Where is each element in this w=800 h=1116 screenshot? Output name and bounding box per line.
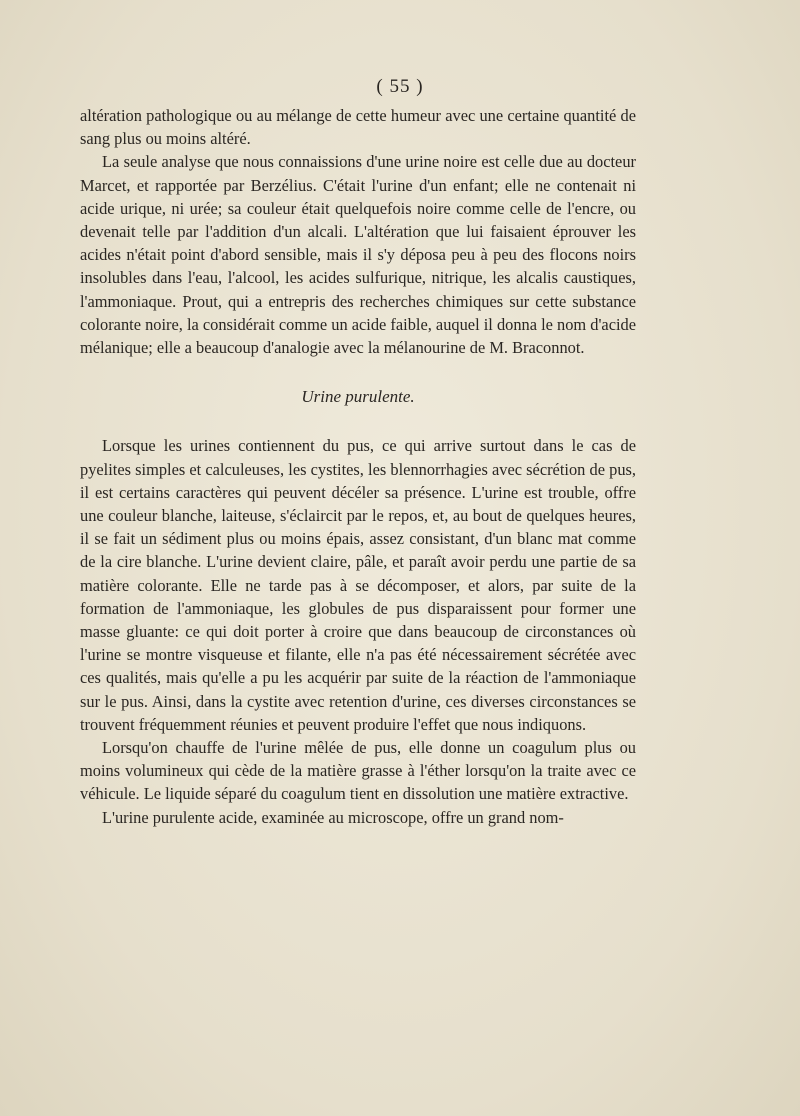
paragraph: altération pathologique ou au mélange de cette humeur avec une certaine quantité de sang plus ou moins altéré.: [80, 106, 636, 149]
paragraph: Lorsqu'on chauffe de l'urine mêlée de pus, elle donne un coagulum plus ou moins volumineux qui cède de la matière grasse à l'éther lorsqu'on la traite avec ce véhicule. Le liquide séparé du coagulum tient en dissolution une matière extractive.: [80, 738, 636, 804]
body-text: [80, 104, 636, 829]
paragraph: Lorsque les urines contiennent du pus, ce qui arrive surtout dans le cas de pyelites simples et calculeuses, les cystites, les blennorrhagies avec sécrétion de pus, il est certains caractères qui peuvent décéler sa présence. L'urine est trouble, offre une couleur blanche, laiteuse, s'éclaircit par le repos, et, au bout de quelques heures, il se fait un sédiment plus ou moins épais, assez consistant, d'un blanc mat comme de la cire blanche. L'urine devient claire, pâle, et paraît avoir perdu une partie de sa matière colorante. Elle ne tarde pas à se décomposer, et alors, par suite de la formation de l'ammoniaque, les globules de pus disparaissent pour former une masse gluante: ce qui doit porter à croire que dans beaucoup de circonstances où l'urine se montre visqueuse et filante, elle n'a pas été nécessairement sécrétée avec ces qualités, mais qu'elle a pu les acquérir par suite de la réaction de l'ammoniaque sur le pus. Ainsi, dans la cystite avec retention d'urine, ces diverses circonstances se trouvent fréquemment réunies et peuvent produire l'effet que nous indiquons.: [80, 436, 636, 734]
page-number: ( 55 ): [376, 76, 424, 97]
paragraph: L'urine purulente acide, examinée au microscope, offre un grand nom-: [102, 807, 564, 827]
section-heading: Urine purulente.: [301, 387, 415, 407]
paragraph: La seule analyse que nous connaissions d'une urine noire est celle due au docteur Marcet, et rapportée par Berzélius. C'était l'urine d'un enfant; elle ne contenait ni acide urique, ni urée; sa couleur était quelquefois noire comme celle de l'encre, ou devenait telle par l'addition d'un alcali. L'altération que lui faisaient éprouver les acides n'était point d'abord sensible, mais il s'y déposa peu à peu des flocons noirs insolubles dans l'eau, l'alcool, les acides sulfurique, nitrique, les alcalis caustiques, l'ammoniaque. Prout, qui a entrepris des recherches chimiques sur cette substance colorante noire, la considérait comme un acide faible, auquel il donna le nom d'acide mélanique; elle a beaucoup d'analogie avec la mélanourine de M. Braconnot.: [80, 152, 636, 358]
